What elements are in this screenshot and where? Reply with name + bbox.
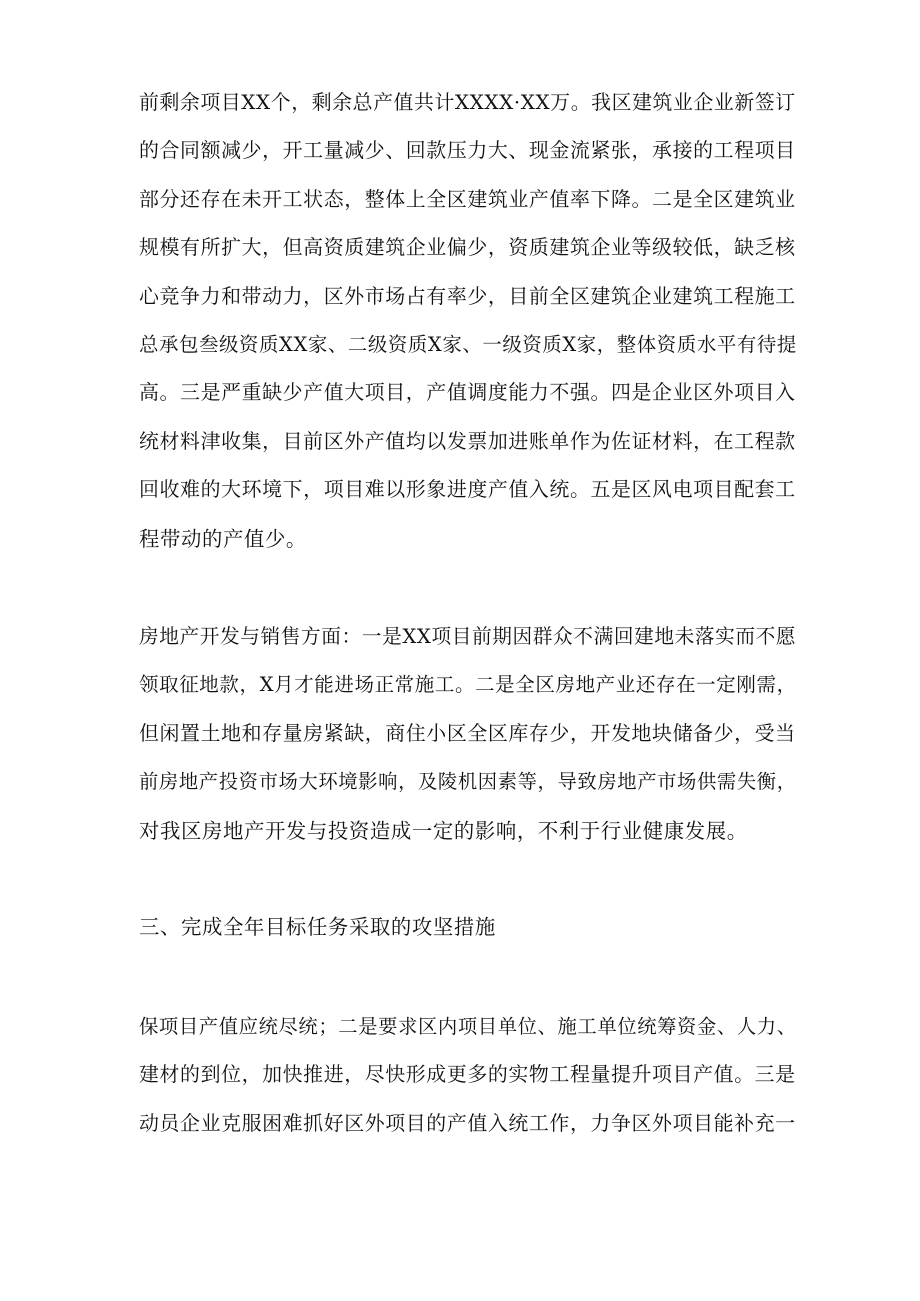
text-line: 前剩余项目XX个，剩余总产值共计XXXX·XX万。我区建筑业企业新签订 [139,91,796,114]
text-line: 的合同额减少，开工量减少、回款压力大、现金流紧张，承接的工程项目 [139,139,796,163]
section-heading [139,903,799,951]
text-line: 但闲置土地和存量房紧缺，商住小区全区库存少，开发地块储备少，受当 [139,721,796,745]
text-line: 保项目产值应统尽统；二是要求区内项目单位、施工单位统筹资金、人力、 [139,1015,797,1038]
heading-text: 三、完成全年目标任务采取的攻坚措施 [139,915,496,939]
paragraph-construction-industry [139,79,799,563]
text-line: 对我区房地产开发与投资造成一定的影响，不利于行业健康发展。 [139,818,748,843]
text-line: 程带动的产值少。 [139,526,307,551]
text-line: 部分还存在未开工状态，整体上全区建筑业产值率下降。二是全区建筑业 [139,187,796,211]
text-line: 总承包叁级资质XX家、二级资质X家、一级资质X家，整体资质水平有待提 [139,332,797,356]
text-line: 建材的到位，加快推进，尽快形成更多的实物工程量提升项目产值。三是 [139,1063,796,1087]
text-line: 高。三是严重缺少产值大项目，产值调度能力不强。四是企业区外项目入 [139,381,796,405]
paragraph-measures [139,1003,799,1148]
text-line: 心竞争力和带动力，区外市场占有率少，目前全区建筑企业建筑工程施工 [139,284,796,308]
text-line: 回收难的大环境下，项目难以形象进度产值入统。五是区风电项目配套工 [139,478,796,502]
text-line: 动员企业克服困难抓好区外项目的产值入统工作，力争区外项目能补充一 [139,1111,796,1135]
text-line: 房地产开发与销售方面：一是XX项目前期因群众不满回建地未落实而不愿 [139,625,797,648]
paragraph-real-estate [139,613,799,855]
text-line: 领取征地款，X月才能进场正常施工。二是全区房地产业还存在一定刚需， [139,673,797,697]
text-line: 统材料津收集，目前区外产值均以发票加进账单作为佐证材料，在工程款 [139,429,796,453]
text-line: 规模有所扩大，但高资质建筑企业偏少，资质建筑企业等级较低，缺乏核 [139,236,796,260]
text-line: 前房地产投资市场大环境影响，及陵机因素等，导致房地产市场供需失衡， [139,770,797,794]
